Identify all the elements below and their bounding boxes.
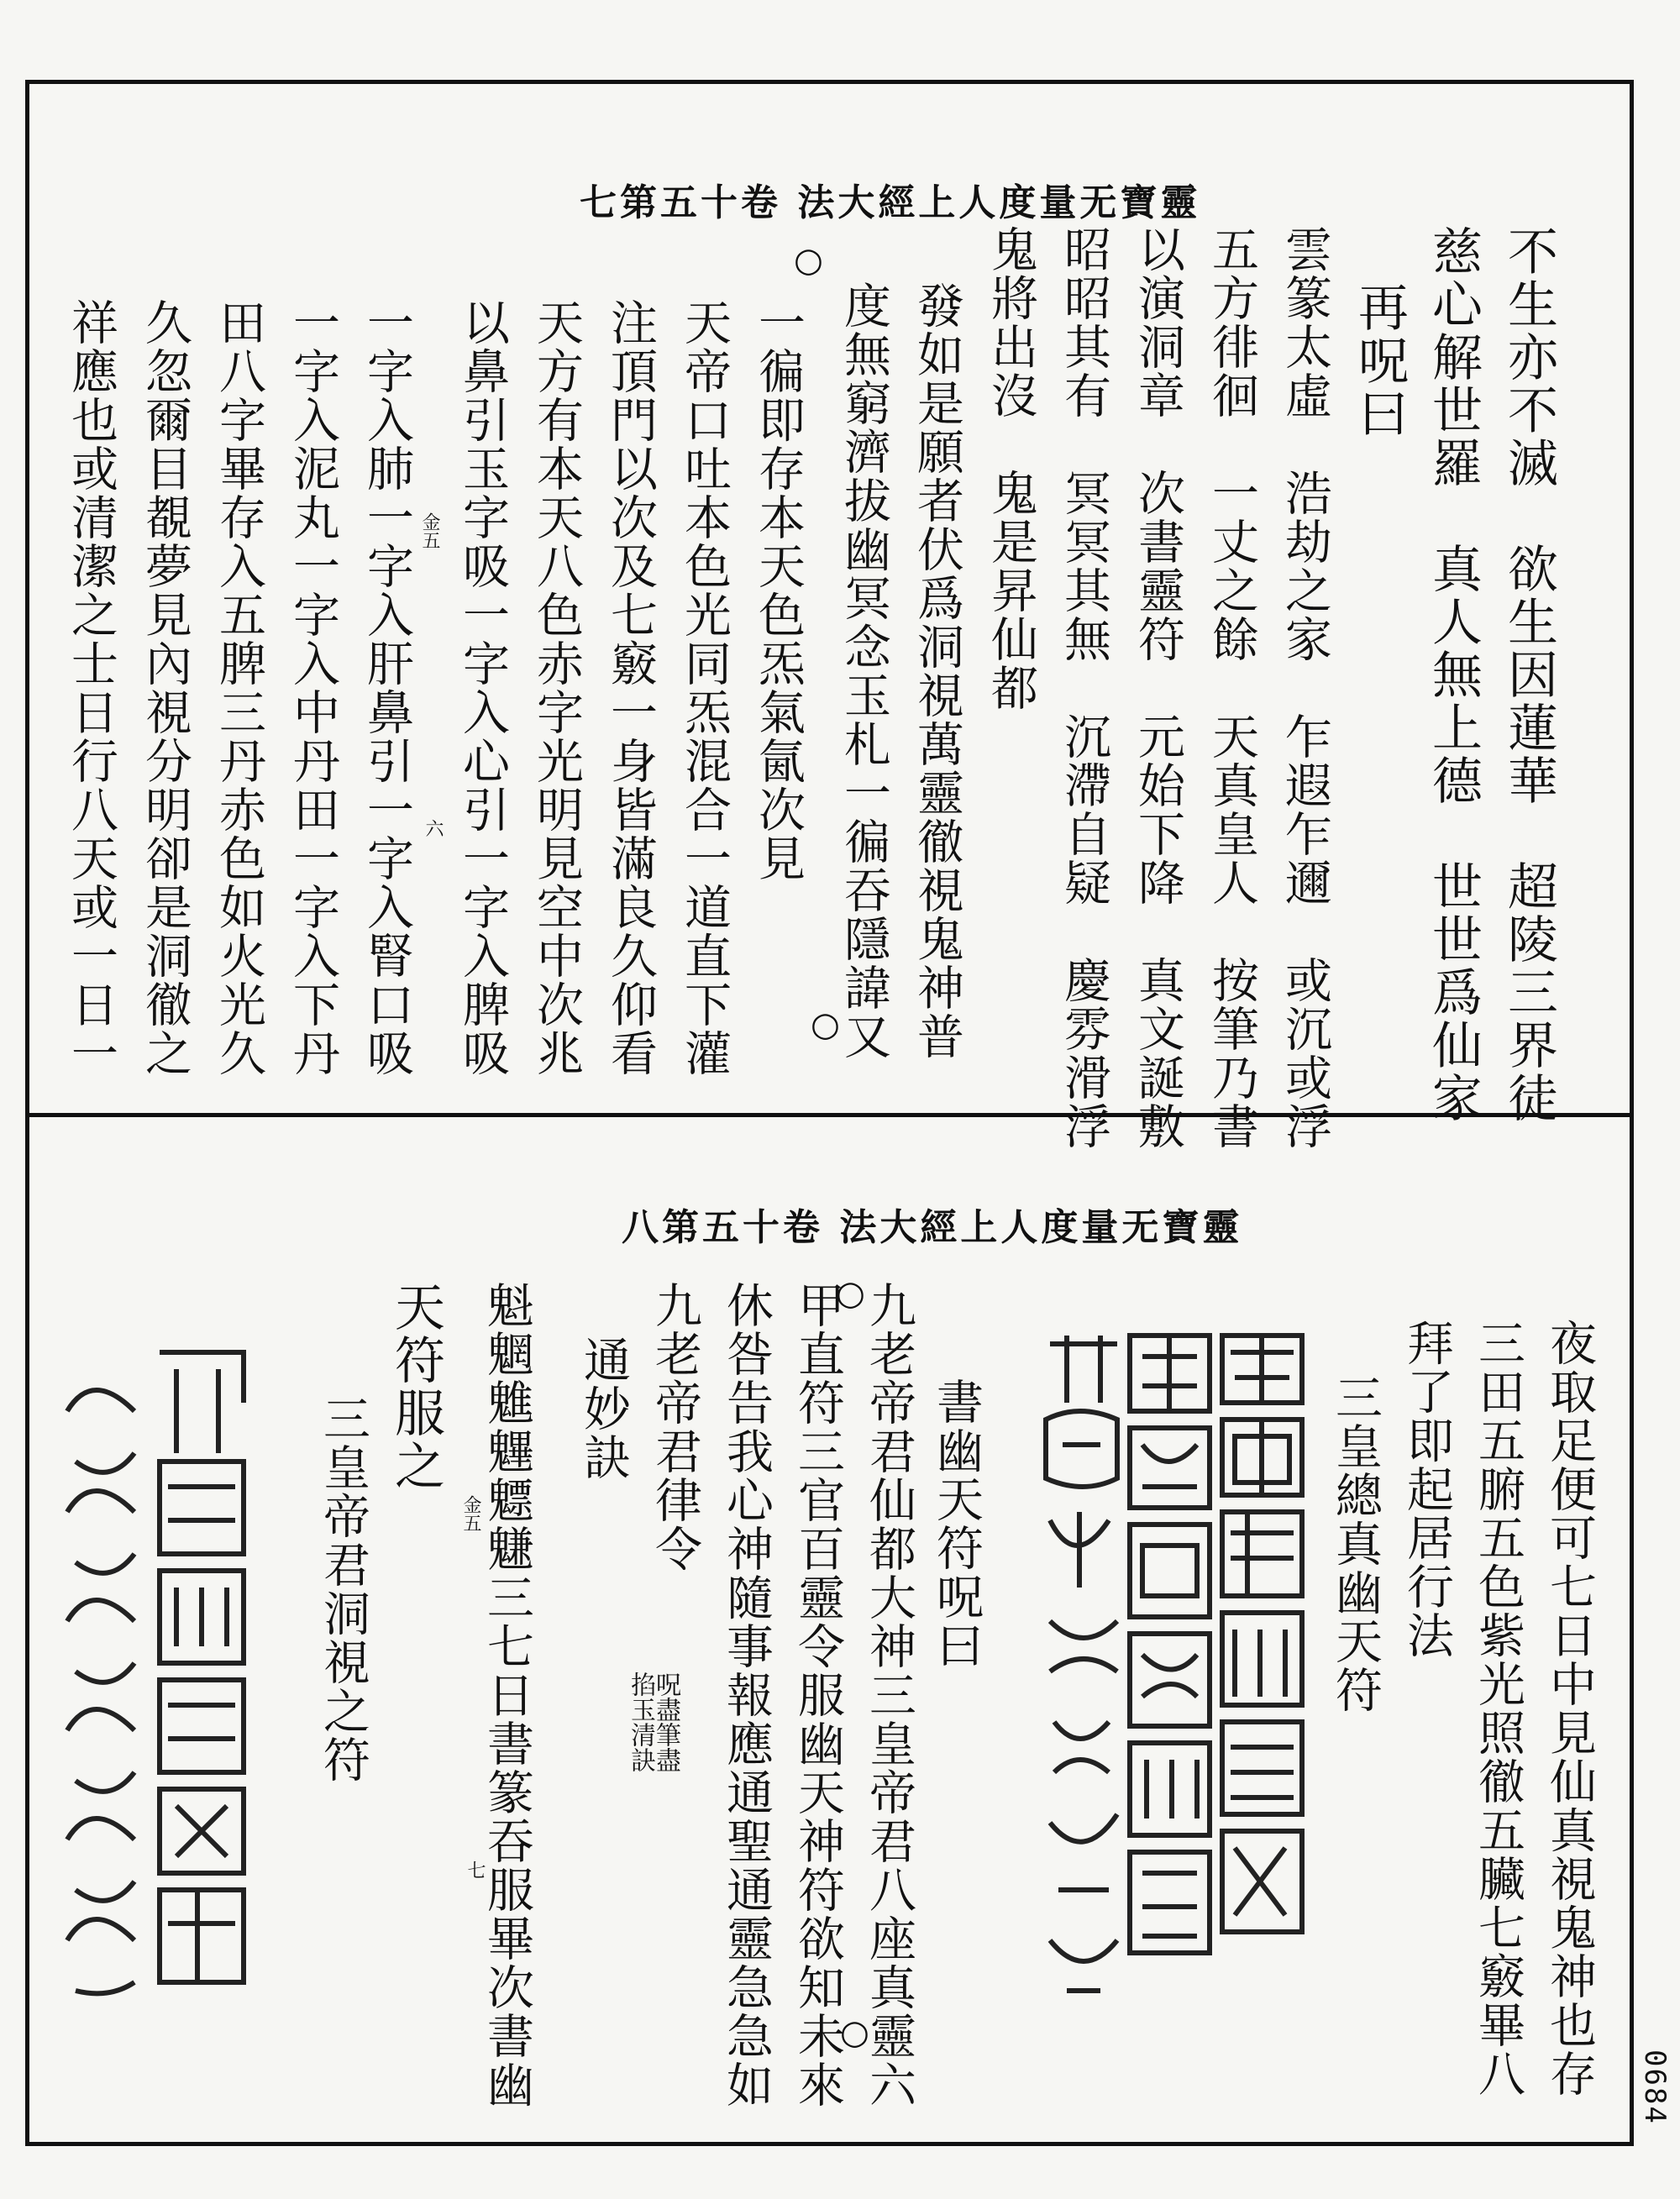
top-col-20: 祥應也或清潔之士日行八天或一日一: [64, 298, 118, 1078]
top-col-5: 五方徘徊 一丈之餘 天真皇人 按筆乃書: [1205, 225, 1259, 1151]
bottom-col-5: 書幽天符呪曰: [929, 1378, 984, 1670]
top-header-text: 靈寶无量度人上經大法 卷十五第七: [580, 181, 1201, 224]
bottom-col-9: 九老帝君律令: [648, 1281, 702, 1573]
top-col-19: 久忽爾目覩夢見內視分明卻是洞徹之: [138, 298, 192, 1078]
bottom-col-11: 魁魍魋魓魒魐三七日書篆吞服畢次書幽: [480, 1281, 534, 2109]
bottom-col-13: 三皇帝君洞視之符: [316, 1394, 370, 1784]
top-col-11: 一徧即存本天色炁氣氤次見: [751, 298, 806, 883]
top-col-9: 發如是願者伏爲洞視萬靈徹視鬼神普: [910, 281, 964, 1061]
folio-note: 金五: [419, 512, 440, 549]
top-col-12: 天帝口吐本色光同炁混合一道直下灌: [677, 298, 732, 1078]
top-col-7: 昭昭其有 冥冥其無 沉滯自疑 慶雰滑浮: [1057, 225, 1111, 1151]
top-col-14: 天方有本天八色赤字光明見空中次兆: [529, 298, 584, 1078]
top-col-13: 注頂門以次及七竅一身皆滿良久仰看: [603, 298, 658, 1078]
bottom-col-10: 通妙訣: [576, 1336, 631, 1482]
bottom-header-text: 靈寶无量度人上經大法 卷十五第八: [622, 1206, 1243, 1249]
bottom-header: [622, 1197, 1242, 1251]
top-col-16: 一字入肺一字入肝鼻引一字入腎口吸: [360, 298, 414, 1078]
bottom-col-12: 天符服之: [386, 1281, 445, 1493]
small-note: 掐玉清訣: [626, 1672, 655, 1772]
top-col-17: 一字入泥丸一字入中丹田一字入下丹: [286, 298, 340, 1078]
folio-note: 金五: [460, 1495, 481, 1532]
top-col-18: 田八字畢存入五脾三丹赤色如火光久: [212, 298, 266, 1078]
bottom-col-6: 九老帝君仙都大神三皇帝君八座真靈六: [862, 1281, 916, 2109]
half-divider: [25, 1113, 1634, 1117]
talisman-seal-script-graphic: [1033, 1319, 1310, 2024]
top-col-10: 度無窮濟拔幽冥念玉札一徧吞隱諱又: [837, 281, 891, 1061]
circle-mark: ○: [840, 2013, 869, 2052]
circle-mark: ○: [811, 1005, 840, 1044]
small-note: 呪盡筆盡: [651, 1672, 680, 1772]
talisman-seal-script-2: [50, 1344, 252, 1999]
top-col-15: 以鼻引玉字吸一字入心引一字入脾吸: [455, 298, 510, 1078]
bottom-col-2: 三田五腑五色紫光照徹五臟七竅畢八: [1471, 1319, 1525, 2098]
bottom-col-7: 甲直符三官百靈令服幽天神符欲知未來: [790, 1281, 845, 2109]
page-number: 0684: [1638, 2049, 1672, 2125]
top-col-1: 不生亦不滅 欲生因蓮華 超陵三界徒: [1499, 225, 1558, 1125]
bottom-col-8: 休咎告我心神隨事報應通聖通靈急急如: [719, 1281, 774, 2109]
top-col-6: 以演洞章 次書靈符 元始下降 真文誕敷: [1131, 225, 1185, 1151]
circle-mark: ○: [836, 1274, 865, 1313]
top-col-2: 慈心解世羅 真人無上德 世世爲仙家: [1424, 225, 1483, 1125]
top-col-3: 再呪曰: [1350, 281, 1409, 440]
bottom-col-3: 拜了即起居行法: [1399, 1319, 1454, 1660]
circle-mark: ○: [794, 241, 823, 280]
folio-note: 六: [423, 819, 444, 837]
bottom-col-1: 夜取足便可七日中見仙真視鬼神也存: [1542, 1319, 1597, 2098]
folio-note: 七: [465, 1860, 486, 1879]
talisman-seal-script: [1033, 1319, 1310, 2024]
bottom-col-4: 三皇總真幽天符: [1328, 1373, 1383, 1714]
top-col-8: 鬼將出沒 鬼是昇仙都: [984, 225, 1038, 712]
top-header: [580, 172, 1200, 226]
top-col-4: 雲篆太虛 浩劫之家 乍遐乍邇 或沉或浮: [1278, 225, 1332, 1151]
talisman-seal-script-2-graphic: [50, 1344, 252, 1999]
